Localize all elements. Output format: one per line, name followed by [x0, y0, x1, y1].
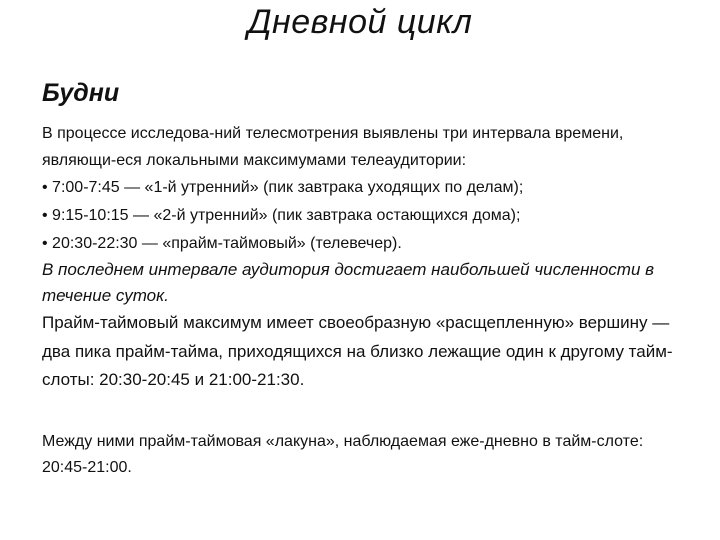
slide-title: Дневной цикл: [247, 3, 473, 41]
bullet-item-3: • 20:30-22:30 — «прайм-таймовый» (телевечер).: [42, 235, 402, 252]
bullet-item-2: • 9:15-10:15 — «2-й утренний» (пик завтрака остающихся дома);: [42, 207, 521, 224]
prime-time-paragraph: Прайм-таймовый максимум имеет своеобразную «расщепленную» вершину — два пика прайм-тайма, приходящихся на близко лежащие один к другому тайм-слоты: 20:30-20:45 и 21:00-21:30.: [42, 313, 673, 389]
slide-body: [42, 121, 692, 481]
bullet-item-1: • 7:00-7:45 — «1-й утренний» (пик завтрака уходящих по делам);: [42, 179, 524, 196]
gap-paragraph: Между ними прайм-таймовая «лакуна», наблюдаемая еже-дневно в тайм-слоте: 20:45-21:00.: [42, 432, 644, 476]
intro-paragraph: В процессе исследова-ний телесмотрения выявлены три интервала времени, являющи-еся локальными максимумами телеаудитории:: [42, 125, 624, 169]
italic-note: В последнем интервале аудитория достигает наибольшей численности в течение суток.: [42, 260, 655, 305]
slide-subtitle: Будни: [42, 79, 120, 107]
